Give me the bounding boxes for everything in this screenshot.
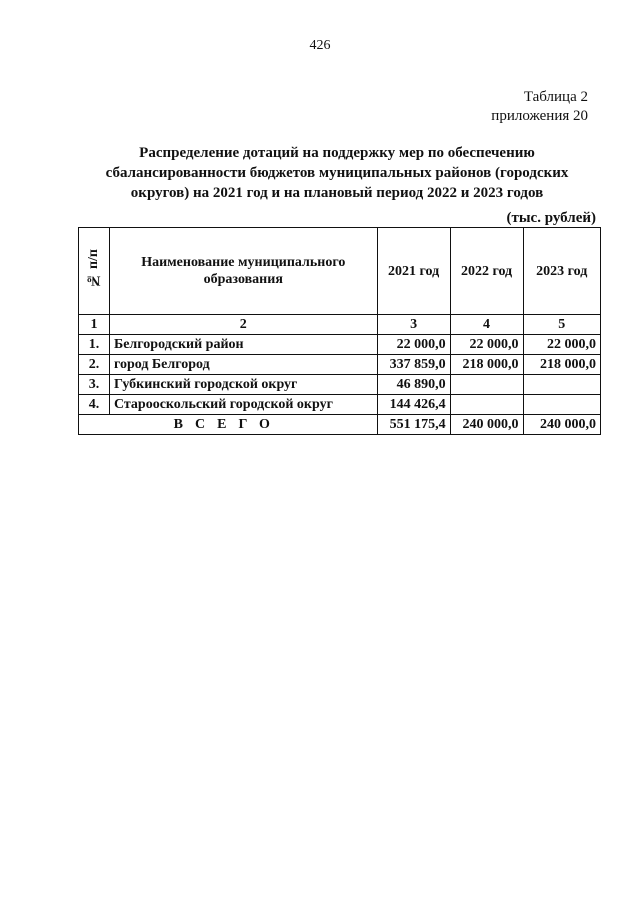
table-row (79, 355, 601, 375)
row-name: город Белгород (109, 355, 377, 375)
row-num: 4. (79, 395, 110, 415)
document-title (70, 143, 604, 203)
title-line-1: Распределение дотаций на поддержку мер по обеспечению (139, 145, 535, 161)
row-2023: 22 000,0 (523, 335, 600, 355)
row-2022: 218 000,0 (450, 355, 523, 375)
table-row (79, 335, 601, 355)
row-name: Губкинский городской округ (109, 375, 377, 395)
row-num: 1. (79, 335, 110, 355)
column-number: 3 (377, 315, 450, 335)
header-2022: 2022 год (450, 228, 523, 315)
table-row (79, 375, 601, 395)
column-number: 5 (523, 315, 600, 335)
column-number-row (79, 315, 601, 335)
row-2021: 22 000,0 (377, 335, 450, 355)
units-label: (тыс. рублей) (506, 210, 596, 226)
appendix-reference (491, 88, 588, 126)
row-2021: 337 859,0 (377, 355, 450, 375)
row-2023 (523, 375, 600, 395)
total-row (79, 415, 601, 435)
row-num: 3. (79, 375, 110, 395)
column-number: 2 (109, 315, 377, 335)
row-num: 2. (79, 355, 110, 375)
row-name: Старооскольский городской округ (109, 395, 377, 415)
row-2023: 218 000,0 (523, 355, 600, 375)
header-2021: 2021 год (377, 228, 450, 315)
column-number: 4 (450, 315, 523, 335)
header-name: Наименование муниципального образования (109, 228, 377, 315)
table-header-row (79, 228, 601, 315)
row-2022 (450, 375, 523, 395)
total-2022: 240 000,0 (450, 415, 523, 435)
header-num (79, 228, 110, 315)
column-number: 1 (79, 315, 110, 335)
row-2022: 22 000,0 (450, 335, 523, 355)
title-line-3: округов) на 2021 год и на плановый период 2022 и 2023 годов (130, 185, 544, 201)
table-row (79, 395, 601, 415)
subsidy-table (78, 227, 601, 435)
total-2021: 551 175,4 (377, 415, 450, 435)
appendix-annex-label: приложения 20 (491, 108, 588, 124)
page-number: 426 (309, 38, 331, 53)
appendix-table-label: Таблица 2 (523, 89, 588, 105)
title-line-2: сбалансированности бюджетов муниципальных районов (городских (105, 165, 569, 181)
total-label: ВСЕГО (79, 415, 378, 435)
row-2021: 46 890,0 (377, 375, 450, 395)
row-name: Белгородский район (109, 335, 377, 355)
header-num-label: № п/п (86, 249, 102, 288)
row-2022 (450, 395, 523, 415)
row-2021: 144 426,4 (377, 395, 450, 415)
header-2023: 2023 год (523, 228, 600, 315)
row-2023 (523, 395, 600, 415)
total-2023: 240 000,0 (523, 415, 600, 435)
